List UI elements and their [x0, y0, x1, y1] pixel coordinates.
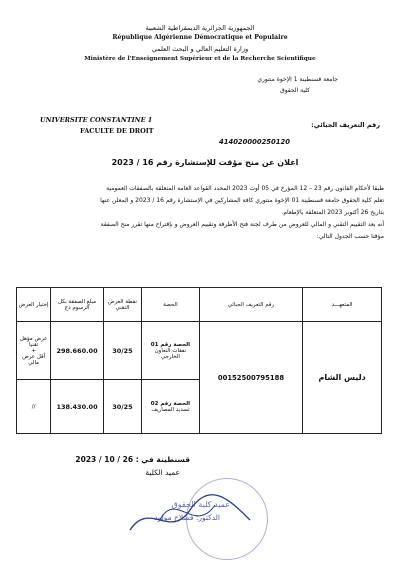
- row1-criteria: [17, 322, 51, 380]
- row1-criteria-line3: +: [31, 347, 36, 354]
- row1-lot-line3: الخارجي: [160, 353, 180, 360]
- body-line-1: طبقا لأحكام القانون رقم 23 – 12 المؤرخ في 05 أوت 2023 المحدد القواعد العامة المتعلقة بالصفقات العمومية: [106, 185, 384, 192]
- tax-id-cell: 00152500795188: [199, 322, 303, 434]
- body-line-5: مؤقتا حسب الجدول التالي:: [316, 233, 384, 240]
- row1-amount: 298.660.00: [51, 322, 104, 380]
- row2-lot: [142, 380, 200, 434]
- header-tax-id: رقم التعريف الجبائي: [199, 288, 303, 322]
- fiscal-number: 414020000250120: [219, 138, 290, 146]
- row1-criteria-line2: تقنيا: [28, 341, 39, 348]
- row1-lot-line2: نفقات التعاون: [154, 347, 187, 354]
- faculty-ar: كلية الحقوق: [280, 87, 310, 94]
- row2-lot-line1: الحصة رقم 02: [150, 400, 191, 407]
- header-criteria: إختيار العرض: [17, 288, 51, 322]
- fiscal-label: رقم التعريف الجبائي:: [311, 121, 380, 129]
- university-ar: جامعة قسنطينة 1 الإخوة منتوري: [257, 76, 338, 83]
- ministry-fr: Ministère de l'Enseignement Supérieur et de la Recherche Scientifique: [84, 56, 316, 62]
- row1-lot-line1: الحصة رقم 01: [150, 341, 191, 348]
- row2-criteria: //: [17, 380, 51, 434]
- row1-criteria-line1: عرض مؤهل: [19, 335, 48, 342]
- header-tech-score: نقطة العرض التقني: [103, 288, 141, 322]
- republic-fr: République Algérienne Démocratique et Populaire: [112, 34, 288, 41]
- page-title: اعلان عن منح مؤقت للإستشارة رقم 16 / 2023: [111, 158, 299, 167]
- stamp-text: عميد كلية الحقوق: [171, 500, 230, 509]
- table-header-row: [17, 288, 382, 322]
- row1-criteria-line4: أقل عرض: [22, 353, 46, 360]
- republic-ar: الجمهورية الجزائرية الديمقراطية الشعبية: [145, 24, 255, 32]
- supplier-cell: دليس الشام: [303, 322, 382, 434]
- date-line: قسنطينة في : 26 / 10 / 2023: [75, 455, 190, 464]
- header-supplier: المتعهـــد: [303, 288, 382, 322]
- university-fr: UNIVERSITE CONSTANTINE 1: [40, 116, 153, 124]
- body-line-4: أنه بعد التقييم التقني و المالي للعروض من طرف لجنة فتح الأظرفة وتقييم العروض و بإقتراح منها تقرر منح الصفقة: [100, 221, 384, 228]
- dean-title: عميد الكلية: [145, 468, 180, 477]
- signature-icon: [120, 470, 270, 550]
- signature-name: الدكتور: فضلاح مولود: [154, 513, 220, 522]
- row1-tech-score: 30/25: [103, 322, 141, 380]
- header-lot: الحصة: [142, 288, 200, 322]
- faculty-fr: FACULTE DE DROIT: [80, 127, 154, 135]
- row1-lot: [142, 322, 200, 380]
- row2-amount: 138.430.00: [51, 380, 104, 434]
- ministry-ar: وزارة التعليم العالي و البحث العلمي: [151, 45, 249, 53]
- award-table: [16, 287, 382, 434]
- header-amount: مبلغ الصفقة بكل الرسوم دج: [51, 288, 104, 322]
- row1-criteria-line5: مالي: [28, 359, 40, 366]
- body-line-2: تعلم كلية الحقوق جامعة قسنطينة 01 الإخوة منتوري كافة المشاركين في الإستشارة رقم 16 / 2023 و المعلن عنها: [100, 197, 384, 204]
- body-line-3: بتاريخ 26 أكتوبر 2023 المتعلقة بالإطعام.: [281, 209, 384, 216]
- table-row: [17, 322, 382, 380]
- row2-lot-line2: تسديد المصاريف: [151, 406, 190, 413]
- row2-tech-score: 30/25: [103, 380, 141, 434]
